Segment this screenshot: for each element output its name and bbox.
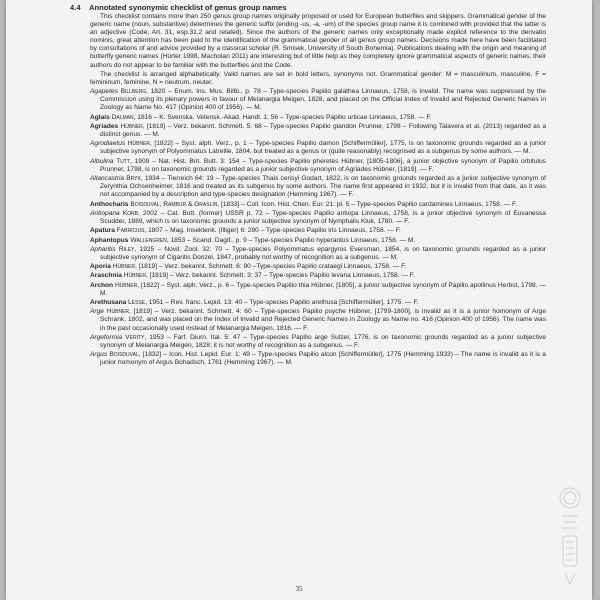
entry-text: , 1951 – Rev. franc. Lepid. 13: 40 – Type-species Papilio arethusa [Schiffermüller], 1775. — F. [145, 299, 419, 307]
genus-author: Fabricius [116, 227, 145, 235]
checklist-entry [90, 140, 546, 156]
genus-name: Arge [90, 308, 104, 316]
genus-author: Tutt [116, 157, 130, 165]
genus-name: Arethusana [90, 299, 127, 307]
entry-text: , [1819] – Verz. bekannt. Schmett. 3: 37 – Type-species Papilio levana Linnaeus, 1758. — F. [146, 272, 415, 280]
genus-author: Hübner [120, 122, 143, 130]
genus-name: Apatura [90, 227, 115, 235]
entry-text: , 1853 – Scand. Dagif., p. 9 – Type-species Papilio hyperantus Linnaeus, 1758. — M. [166, 236, 416, 244]
checklist-entry [90, 88, 546, 112]
genus-name: Allancastria [90, 175, 125, 183]
genus-name: Agapetes [90, 88, 118, 96]
genus-name: Archon [90, 281, 114, 289]
entry-text: , [1822] – Syst. alph. Verz., p. 6 – Type-species Papilio thia Hübner, [1805], a junior subjective synonym of Papilio apollinus Herbst, 1798. — M. [100, 281, 546, 297]
section-title: Annotated synonymic checklist of genus group names [89, 3, 287, 12]
genus-author: Bryk [126, 175, 141, 183]
checklist-entry [90, 299, 546, 307]
genus-name: Anthocharis [90, 200, 129, 208]
genus-name: Agrodiaetus [90, 140, 126, 148]
entry-text: , 1934 – Tierreich 64: 19 – Type-species Thais cerisyi Godart, 1822, is on taxonomic grounds regarded as a junior subjective synonym of Zerynthia Ochsenheimer, 1816 and treated as its subgenus by some authors. The name first appeared in 1932, but it is invalid from that date, as it was not accompanied by a description and type-species designation (Hemming 1967). — F. [100, 175, 546, 199]
genus-name: Argus [90, 351, 108, 359]
entry-text: , 1909 – Nat. Hist. Brit. Butt. 3: 154 – Type-species Papilio pheretes Hübner, [1805-1806], a junior objective synonym of Papilio orbitulus Prunner, 1798, is on taxonomic grounds regarded as a junior subjective synonym of Agriades Hübner, [1819]. — F. [100, 157, 546, 173]
genus-author: Wallengren [130, 236, 167, 244]
checklist-entry [90, 175, 546, 199]
entry-text: , [1819] – Verz. bekannt. Schmett. 6: 90 –Type-species Papilio crataegi Linnaeus, 1758. — F. [135, 263, 407, 271]
entry-text: , 1816 – K. Svenska. Vetensk.-Akad. Handl. 1: 56 – Type-species Papilio urticae Linnaeus, 1758. — F. [133, 113, 432, 121]
entry-text: , 1953 – Farf. Diurn. Ital. 5: 47 – Type-species Papilio arge Sulzer, 1776, is on taxonomic grounds regarded as a junior subjective synonym of Melanargia Meigen, 1828; it is not worthy of recognition as a subgenus. — F. [100, 333, 546, 349]
checklist-entry [90, 201, 546, 209]
section-heading [70, 3, 546, 12]
checklist-entry [90, 158, 546, 174]
checklist-entries [90, 88, 546, 367]
checklist-entry [90, 263, 546, 271]
genus-author: Dalman [111, 113, 134, 121]
entry-text: , 1925 – Novit. Zool. 32: 70 – Type-species Polyommatus epargyros Eversman, 1854, is on taxonomic grounds regarded as a junior subjective synonym of Cigaritis Donzel, 1847, probably not worthy of recognition as a subgenus. — M. [100, 245, 546, 261]
section-number: 4.4 [70, 3, 81, 12]
genus-author: Hübner [112, 263, 135, 271]
genus-name: Apharitis [90, 245, 116, 253]
intro-paragraph: The checklist is arranged alphabetically. Valid names are set in bold letters, synonyms not. Grammatical gender: M = masculinum, masculine, F = femininum, feminine, N = neutrum, neuter. [90, 70, 546, 86]
document-page [6, 0, 592, 600]
checklist-entry [90, 123, 546, 139]
genus-author: Korb [122, 209, 138, 217]
entry-text: , 2002 – Cat. Butt. (former) USSR p. 72 – Type-species Papilio antiopa Linnaeus, 1758, is a junior objective synonym of Euvanessa Scudder, 1889, which is on taxonomic grounds a junior subjective synonym of Nymphalis Kluk, 1780. — F. [100, 209, 546, 225]
genus-author: Boisduval [109, 351, 139, 359]
checklist-entry [90, 210, 546, 226]
checklist-entry [90, 246, 546, 262]
genus-author: Riley [118, 245, 135, 253]
museum-seal-icon [557, 476, 583, 596]
genus-name: Argeformia [90, 333, 123, 341]
genus-author: Hübner [114, 281, 138, 289]
page-number: 35 [295, 585, 303, 593]
checklist-entry [90, 282, 546, 298]
checklist-entry [90, 227, 546, 235]
entry-text: , [1832] – Icon. Hist. Lepid. Eur. 1: 49 – Type-species Papilio alcon [Schiffermüller], 1775 (Hemming 1933) – The name is invalid as it is a junior homonym of Argus Bohadsch, 1761 (Hemming 1967). — M. [100, 351, 546, 367]
checklist-entry [90, 308, 546, 332]
checklist-entry [90, 272, 546, 280]
entry-text: , [1819] – Verz. bekannt. Schmett. 4: 60 – Type-species Papilio psyche Hübner, [1799-1800], is invalid as it is a junior homonym of Arge Schrank, 1802, and was placed on the Index of Invalid and Rejected Generic Names in Zoology as Name no. 416 (Opinion 400 of 1956). The name was in the past occasionally used instead of Melanargia Meigen, 1816. — F. [100, 308, 546, 332]
entry-text: , [1822] – Syst. alph. Verz., p. 1 – Type-species Papilio damon [Schiffermüller], 1775, is on taxonomic grounds regarded as a junior subjective synonym of Polyommatus Latreille, 1804, but treated as a genus or (quite reasonably) recognised as a subgenus by some authors. — M. [100, 140, 546, 156]
genus-name: Albulina [90, 157, 114, 165]
entry-text: , 1807 – Mag. Insektenk. (Illiger) 6: 280 – Type-species Papilio iris Linnaeus, 1758. — F. [144, 227, 401, 235]
genus-name: Antiopana [90, 209, 120, 217]
genus-name: Aglais [90, 113, 110, 121]
genus-author: Hübner [123, 272, 146, 280]
checklist-entry [90, 351, 546, 367]
genus-author: Billberg [120, 88, 147, 96]
entry-text: , [1833] – Coll. Icon. Hist. Chen. Eur. 21: pl. 5 – Type-species Papilio cardamines Linnaeus, 1758. — F. [217, 200, 518, 208]
intro-paragraph: This checklist contains more than 250 genus group names originally proposed or used for European butterflies and skippers. Grammatical gender of the generic name (noun, substantive) determines the generic suffix (ending -us, -a, -um) of the species group name it is combined with provided that the latter is an adjective (Code, Art. 31, esp.31.2 and related). Since the authors of the generic names only exceptionally made explicit reference to the derivatio nominis, great attention has been paid to the identification of the grammatical gender of all genus group names. Decisions made here have been facilitated by consultations of and advice provided by a classical scholar (R. Smisek, University of South Bohemia). Publications dealing with the origin and meaning of butterfly generic names (Hürter 1998, Macholan 2011) are interesting but of little help as they completely ignore grammatical aspects of generic names; their authors do not appear to be familiar with the butterflies and the Code. [90, 13, 546, 69]
genus-name: Araschnia [90, 272, 122, 280]
genus-name: Agriades [90, 122, 119, 130]
genus-author: Hübner [106, 308, 130, 316]
genus-author: Hübner [127, 140, 151, 148]
genus-name: Aphantopus [90, 236, 129, 244]
page-content [70, 3, 546, 369]
genus-author: Lesse [128, 299, 146, 307]
genus-name: Aporia [90, 263, 111, 271]
checklist-entry [90, 237, 546, 245]
checklist-entry [90, 334, 546, 350]
checklist-entry [90, 114, 546, 122]
genus-author: Verity [125, 333, 145, 341]
genus-author: Boisduval, Rambur & Graslin [130, 200, 218, 208]
entry-text: , [1819] – Verz. bekannt. Schmett. 5: 68 – Type-species Papilio glandon Prunner, 1798 – Following Talavera et al. (2013) regarded as a distinct genus. — M. [100, 122, 546, 139]
entry-text: , 1820 – Enum. Ins. Mus. Billb., p. 78 – Type-species Papilio galathea Linnaeus, 1758, is invalid. The name was suppressed by the Commission using its plenary powers in favour of Melanargia Meigen, 1828, and placed on the Official Index of Invalid and Rejected Generic Names in Zoology as Name No. 417 (Opinion 400 of 1956). — M. [100, 88, 546, 112]
